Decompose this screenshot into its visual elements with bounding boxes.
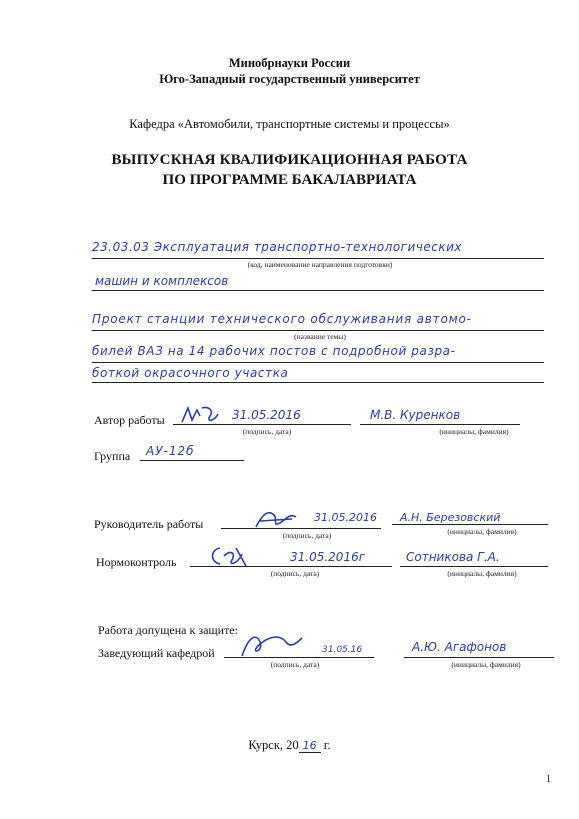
topic-handwritten-line1: Проект станции технического обслуживания автомо- [92, 312, 472, 326]
normcontrol-name-caption: (инициалы, фамилия) [447, 569, 517, 578]
ministry: Минобрнауки России [228, 56, 351, 70]
head-name-line [404, 657, 554, 658]
supervisor-signature-caption: (подпись, дата) [282, 531, 332, 540]
university: Юго-Западный государственный университет [159, 72, 420, 86]
topic-handwritten-line2: билей ВАЗ на 14 рабочих постов с подробной разра- [92, 344, 456, 358]
head-name-caption: (инициалы, фамилия) [451, 660, 521, 669]
document-title-line1: ВЫПУСКНАЯ КВАЛИФИКАЦИОННАЯ РАБОТА [111, 152, 468, 168]
head-date: 31.05.16 [322, 645, 363, 655]
direction-caption: (код, наименование направления подготовки) [247, 260, 393, 269]
group-label: Группа [94, 449, 131, 463]
supervisor-date: 31.05.2016 [314, 511, 377, 524]
document-title-line2: ПО ПРОГРАММЕ БАКАЛАВРИАТА [162, 172, 417, 188]
supervisor-name: А.Н. Березовский [400, 511, 501, 524]
author-label: Автор работы [94, 413, 165, 427]
supervisor-signature [252, 505, 302, 533]
supervisor-name-line [392, 524, 548, 525]
direction-handwritten-line2: машин и комплексов [95, 274, 229, 288]
author-name-line [360, 424, 520, 425]
city-prefix: Курск, 20 [248, 738, 299, 752]
topic-caption: (название темы) [294, 332, 346, 341]
group-line [140, 460, 244, 461]
supervisor-name-caption: (инициалы, фамилия) [447, 527, 517, 536]
head-signature-caption: (подпись, дата) [270, 660, 320, 669]
head-of-department-label: Заведующий кафедрой [98, 646, 215, 660]
normcontrol-signature [206, 542, 250, 570]
department: Кафедра «Автомобили, транспортные системы и процессы» [129, 117, 450, 131]
year-suffix: 16 [299, 739, 321, 753]
normcontrol-name-line [400, 566, 548, 567]
topic-underline-3 [92, 382, 544, 383]
direction-underline-2 [92, 290, 544, 291]
author-signature-caption: (подпись, дата) [242, 427, 292, 436]
author-date: 31.05.2016 [232, 408, 301, 422]
author-name: М.В. Куренков [370, 408, 461, 422]
author-signature [178, 402, 222, 428]
direction-underline-1 [92, 258, 544, 259]
topic-underline-2 [92, 362, 544, 363]
normcontrol-name: Сотникова Г.А. [406, 550, 500, 564]
topic-handwritten-line3: боткой окрасочного участка [92, 366, 289, 380]
admission-text: Работа допущена к защите: [98, 623, 238, 637]
normcontrol-signature-caption: (подпись, дата) [270, 569, 320, 578]
author-name-caption: (инициалы, фамилия) [439, 427, 509, 436]
normcontrol-label: Нормоконтроль [96, 555, 177, 569]
normcontrol-date: 31.05.2016г [290, 550, 366, 564]
city-year [0, 738, 579, 753]
topic-underline-1 [92, 330, 544, 331]
head-signature [236, 628, 306, 662]
head-name: А.Ю. Агафонов [412, 640, 507, 654]
page-number: 1 [546, 774, 551, 785]
direction-handwritten-line1: 23.03.03 Эксплуатация транспортно-технологических [92, 240, 463, 254]
city-suffix: г. [323, 738, 331, 752]
group-value: АУ-12б [146, 444, 195, 458]
supervisor-label: Руководитель работы [94, 517, 204, 531]
